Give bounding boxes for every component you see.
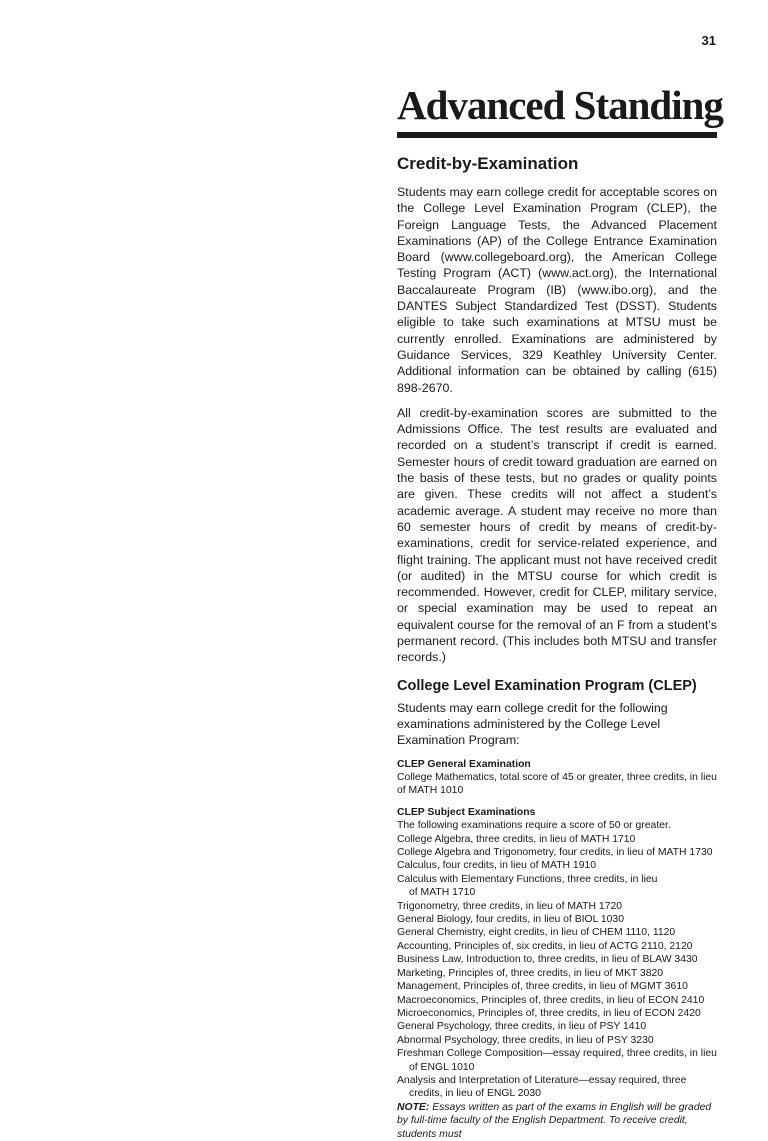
clep-subject-item: Calculus, four credits, in lieu of MATH 1910	[397, 860, 597, 872]
clep-subject-item: General Chemistry, eight credits, in lieu of CHEM 1110, 1120	[397, 927, 676, 939]
clep-general-block	[397, 758, 717, 798]
clep-subject-item: Abnormal Psychology, three credits, in lieu of PSY 3230	[397, 1034, 654, 1046]
clep-subject-item-continuation: credits, in lieu of ENGL 2030	[409, 1088, 541, 1100]
main-content	[397, 152, 717, 1141]
clep-subject-item: Microeconomics, Principles of, three credits, in lieu of ECON 2420	[397, 1007, 701, 1019]
clep-subject-item: Analysis and Interpretation of Literature—essay required, three	[397, 1074, 687, 1086]
clep-subject-item: Management, Principles of, three credits, in lieu of MGMT 3610	[397, 981, 688, 993]
clep-subject-heading: CLEP Subject Examinations	[397, 806, 536, 818]
note-label: NOTE:	[397, 1101, 430, 1113]
clep-subject-item: Business Law, Introduction to, three credits, in lieu of BLAW 3430	[397, 954, 698, 966]
section-heading-credit-by-examination: Credit-by-Examination	[397, 154, 579, 173]
clep-subject-item: College Algebra and Trigonometry, four credits, in lieu of MATH 1730	[397, 847, 713, 859]
page-number: 31	[701, 33, 716, 48]
clep-general-text: College Mathematics, total score of 45 or greater, three credits, in lieu of MATH 1010	[397, 772, 717, 797]
clep-subject-item-continuation: of ENGL 1010	[409, 1061, 475, 1073]
clep-subject-item: Macroeconomics, Principles of, three credits, in lieu of ECON 2410	[397, 994, 705, 1006]
clep-subject-item: General Biology, four credits, in lieu of BIOL 1030	[397, 914, 624, 926]
clep-subject-item: The following examinations require a score of 50 or greater.	[397, 820, 671, 832]
clep-subject-item: Freshman College Composition—essay required, three credits, in lieu	[397, 1048, 717, 1060]
clep-subject-item: General Psychology, three credits, in lieu of PSY 1410	[397, 1021, 647, 1033]
title-rule	[397, 132, 717, 138]
clep-subject-list	[397, 819, 717, 1101]
clep-general-heading: CLEP General Examination	[397, 758, 531, 770]
page-title: Advanced Standing	[397, 82, 723, 128]
clep-note	[397, 1101, 717, 1141]
clep-subject-item: Marketing, Principles of, three credits, in lieu of MKT 3820	[397, 967, 664, 979]
clep-intro: Students may earn college credit for the following examinations administered by the College Level Examination Program:	[397, 700, 668, 747]
section-heading-clep: College Level Examination Program (CLEP)	[397, 677, 697, 694]
paragraph-credit-rules: All credit-by-examination scores are submitted to the Admissions Office. The test results are evaluated and recorded on a student’s transcript if credit is earned. Semester hours of credit toward graduation are earned on the basis of these tests, but no grades or quality points are given. These credits will not affect a student’s academic average. A student may receive no more than 60 semester hours of credit by means of credit-by-examinations, credit for service-related experience, and flight training. The applicant must not have received credit (or audited) in the MTSU course for which credit is recommended. However, credit for CLEP, military service, or special examination may be used to repeat an equivalent course for the removal of an F from a student’s permanent record. (This includes both MTSU and transfer records.)	[397, 405, 717, 665]
clep-subject-item: Trigonometry, three credits, in lieu of MATH 1720	[397, 900, 623, 912]
clep-subject-item: Accounting, Principles of, six credits, in lieu of ACTG 2110, 2120	[397, 940, 693, 952]
clep-subject-block	[397, 806, 717, 1101]
clep-subject-item: Calculus with Elementary Functions, three credits, in lieu	[397, 873, 658, 885]
clep-subject-item: College Algebra, three credits, in lieu of MATH 1710	[397, 833, 636, 845]
note-text: Essays written as part of the exams in English will be graded by full-time faculty of the English Department. To receive credit, students must	[397, 1101, 712, 1140]
clep-subject-item-continuation: of MATH 1710	[409, 887, 476, 899]
paragraph-credit-intro: Students may earn college credit for acceptable scores on the College Level Examination Program (CLEP), the Foreign Language Tests, the Advanced Placement Examinations (AP) of the College Entrance Examination Board (www.collegeboard.org), the American College Testing Program (ACT) (www.act.org), the International Baccalaureate Program (IB) (www.ibo.org), and the DANTES Subject Standardized Test (DSST). Students eligible to take such examinations at MTSU must be currently enrolled. Examinations are administered by Guidance Services, 329 Keathley University Center. Additional information can be obtained by calling (615) 898-2670.	[397, 185, 717, 395]
